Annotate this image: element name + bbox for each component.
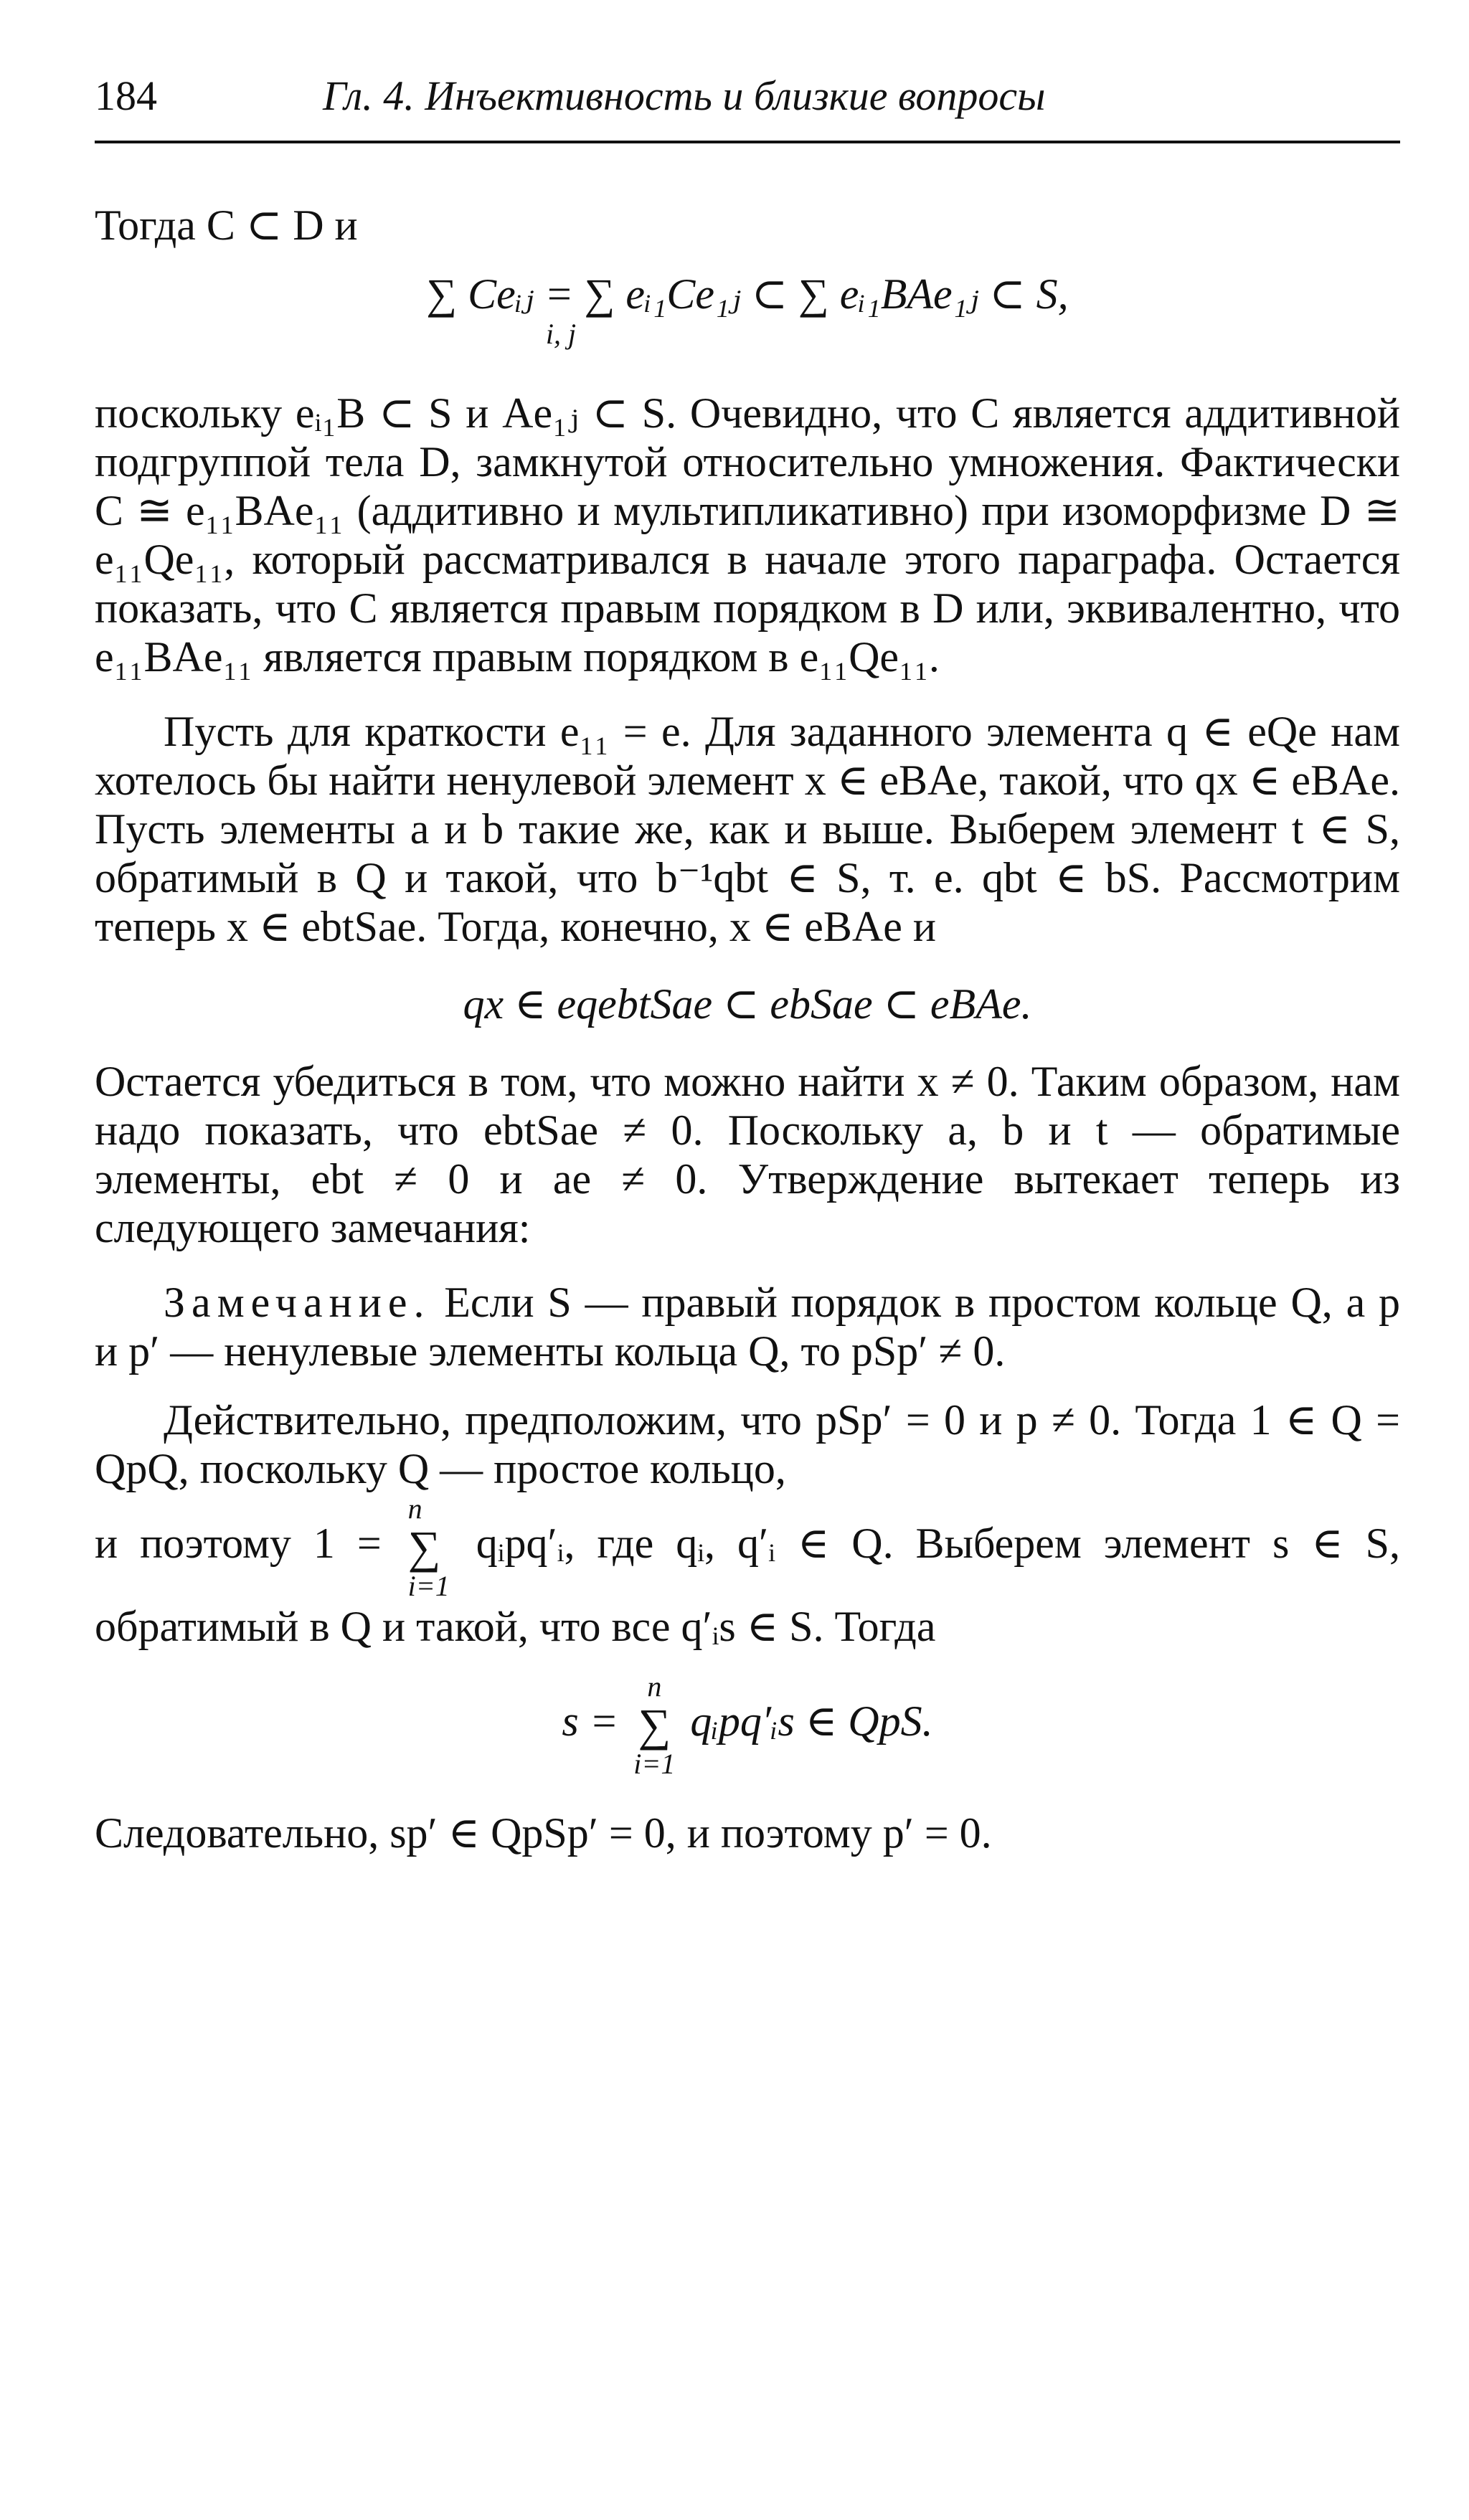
formula-s-sum (95, 1671, 1400, 1780)
sum-lower-limit: i=1 (407, 1570, 450, 1602)
paragraph-proof: Действительно, предположим, что pSp′ = 0 и p ≠ 0. Тогда 1 ∈ Q = QpQ, поскольку Q — простое кольцо, (95, 1396, 1400, 1492)
paragraph-right-order: Пусть для краткости e₁₁ = e. Для заданного элемента q ∈ eQe нам хотелось бы найти ненулевой элемент x ∈ eBAe, такой, что qx ∈ eBAe. Пусть элементы a и b такие же, как и выше. Выберем элемент t ∈ S, обратимый в Q и такой, что b⁻¹qbt ∈ S, т. е. qbt ∈ bS. Рассмотрим теперь x ∈ ebtSae. Тогда, конечно, x ∈ eBAe и (95, 708, 1400, 950)
formula-sum-index: i, j (545, 318, 577, 350)
paragraph-conclusion: Следовательно, sp′ ∈ QpSp′ = 0, и поэтому p′ = 0. (95, 1809, 992, 1857)
formula-s-left: s = (562, 1697, 619, 1745)
paragraph-c-subring: поскольку eᵢ₁B ⊂ S и Ae₁ⱼ ⊂ S. Очевидно, что C является аддитивной подгруппой тела D, замкнутой относительно умножения. Фактически C ≅ e₁₁BAe₁₁ (аддитивно и мультипликативно) при изоморфизме D ≅ e₁₁Qe₁₁, который рассматривался в начале этого параграфа. Остается показать, что C является правым порядком в D или, эквивалентно, что e₁₁BAe₁₁ является правым порядком в e₁₁Qe₁₁. (95, 389, 1400, 681)
sum-symbol-display (633, 1671, 675, 1780)
formula-sum-ce-text: ∑ Ceᵢⱼ = ∑ eᵢ₁Ce₁ⱼ ⊂ ∑ eᵢ₁BAe₁ⱼ ⊂ S, (426, 270, 1069, 318)
formula-sum-ce (95, 270, 1400, 318)
formula-s-right: qᵢpq′ᵢs ∈ QpS. (690, 1697, 933, 1745)
display-sum-upper: n (647, 1670, 662, 1702)
proof-sum-suffix: qᵢpq′ᵢ, где qᵢ, q′ᵢ ∈ Q. Выберем элемент s ∈ S, обратимый в Q и такой, что все q′ᵢs ∈ S. Тогда (95, 1519, 1401, 1650)
proof-sum-prefix: и поэтому 1 = (95, 1519, 382, 1567)
paragraph-proof-sum (95, 1493, 1400, 1651)
running-title: Гл. 4. Инъективность и близкие вопросы (323, 72, 1046, 119)
header-rule (95, 141, 1400, 143)
page-header (95, 72, 1400, 136)
page-number: 184 (95, 72, 157, 119)
sum-symbol-inline (408, 1493, 450, 1602)
remark (95, 1278, 1400, 1375)
formula-qx: qx ∈ eqebtSae ⊂ ebSae ⊂ eBAe. (463, 980, 1032, 1028)
paragraph-nonzero: Остается убедиться в том, что можно найти x ≠ 0. Таким образом, нам надо показать, что ebtSae ≠ 0. Поскольку a, b и t — обратимые элементы, ebt ≠ 0 и ae ≠ 0. Утверждение вытекает теперь из следующего замечания: (95, 1058, 1400, 1251)
remark-text: Если S — правый порядок в простом кольце Q, а p и p′ — ненулевые элементы кольца Q, то pSp′ ≠ 0. (95, 1279, 1401, 1375)
sigma-icon-display: ∑ (638, 1700, 671, 1751)
page-body (95, 201, 1400, 1857)
display-sum-lower: i=1 (633, 1748, 676, 1780)
sigma-icon: ∑ (407, 1522, 441, 1573)
remark-label: Замечание. (164, 1279, 431, 1326)
sum-upper-limit: n (407, 1492, 422, 1525)
paragraph-intro: Тогда C ⊂ D и (95, 202, 358, 249)
